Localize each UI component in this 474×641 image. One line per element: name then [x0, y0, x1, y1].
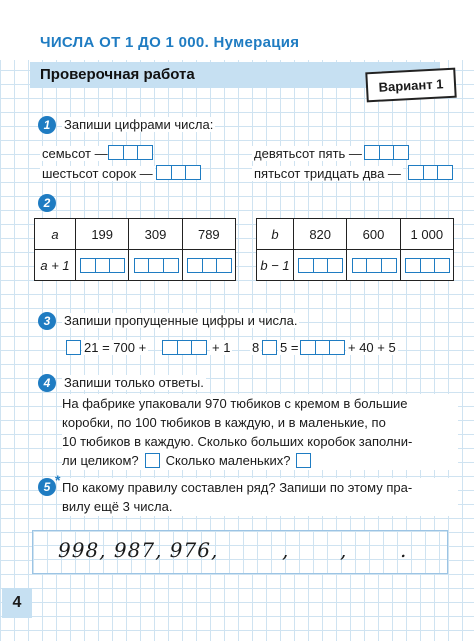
text-line: [62, 451, 458, 470]
table-a: [34, 218, 236, 281]
answer-box[interactable]: [262, 340, 277, 355]
answer-box[interactable]: [296, 453, 311, 468]
answer-cell[interactable]: [347, 250, 400, 281]
table-cell: 309: [129, 219, 182, 250]
task-4-number: 4: [38, 374, 56, 392]
answer-cell[interactable]: [76, 250, 129, 281]
text-fragment: ли целиком?: [62, 453, 139, 468]
task-3-number: 3: [38, 312, 56, 330]
equation-text: 5 =: [280, 340, 299, 355]
task-1-item: шестьсот сорок —: [42, 166, 153, 181]
text-line: По какому правилу составлен ряд? Запиши по этому пра-: [62, 480, 413, 495]
text-fragment: Сколько маленьких?: [165, 453, 291, 468]
table-cell: 199: [76, 219, 129, 250]
variant-label: Вариант 1: [365, 68, 456, 103]
table-b: [256, 218, 454, 281]
answer-cell[interactable]: [400, 250, 453, 281]
task-1-item: пятьсот тридцать два —: [254, 166, 401, 181]
table-row-label: b − 1: [257, 250, 294, 281]
handwritten-series: 998, 987, 976,: [58, 538, 219, 562]
task-1-instruction: Запиши цифрами числа:: [64, 117, 214, 132]
equation-text: + 1: [212, 340, 231, 355]
table-head: a: [35, 219, 76, 250]
task-1-number: 1: [38, 116, 56, 134]
task-5-number: 5: [38, 478, 56, 496]
section-title: ЧИСЛА ОТ 1 ДО 1 000. Нумерация: [40, 34, 300, 51]
answer-cell[interactable]: [182, 250, 235, 281]
answer-boxes[interactable]: [364, 145, 408, 160]
answer-boxes[interactable]: [300, 340, 344, 355]
star-mark: *: [55, 472, 61, 488]
header-band: [0, 0, 474, 60]
answer-boxes[interactable]: [162, 340, 206, 355]
table-cell: 789: [182, 219, 235, 250]
answer-box[interactable]: [66, 340, 81, 355]
equation-text: + 40 + 5: [348, 340, 396, 355]
text-line: коробки, по 100 тюбиков в каждую, и в маленькие, по: [62, 415, 386, 430]
task-2-number: 2: [38, 194, 56, 212]
table-row-label: a + 1: [35, 250, 76, 281]
blank-separator: ,: [340, 538, 348, 562]
task-5-text: [62, 478, 458, 516]
blank-separator: .: [400, 538, 408, 562]
answer-cell[interactable]: [129, 250, 182, 281]
task-1-item: девятьсот пять —: [254, 146, 362, 161]
answer-box[interactable]: [145, 453, 160, 468]
equation-text: 21 = 700 +: [84, 340, 147, 355]
equation-text: 8: [252, 340, 260, 355]
table-cell: 1 000: [400, 219, 453, 250]
table-cell: 820: [294, 219, 347, 250]
task-4-text: [62, 394, 458, 470]
table-cell: 600: [347, 219, 400, 250]
answer-boxes[interactable]: [108, 145, 152, 160]
page-number: 4: [2, 588, 32, 618]
task-1-item: семьсот —: [42, 146, 108, 161]
task-4-instruction: Запиши только ответы.: [64, 375, 204, 390]
answer-cell[interactable]: [294, 250, 347, 281]
blank-separator: ,: [282, 538, 290, 562]
table-head: b: [257, 219, 294, 250]
text-line: На фабрике упаковали 970 тюбиков с кремом в большие: [62, 396, 408, 411]
answer-boxes[interactable]: [408, 165, 452, 180]
task-3-instruction: Запиши пропущенные цифры и числа.: [64, 313, 298, 328]
text-line: 10 тюбиков в каждую. Сколько больших коробок заполни-: [62, 434, 413, 449]
worksheet-title: Проверочная работа: [40, 66, 195, 83]
text-line: вилу ещё 3 числа.: [62, 499, 173, 514]
answer-boxes[interactable]: [156, 165, 200, 180]
